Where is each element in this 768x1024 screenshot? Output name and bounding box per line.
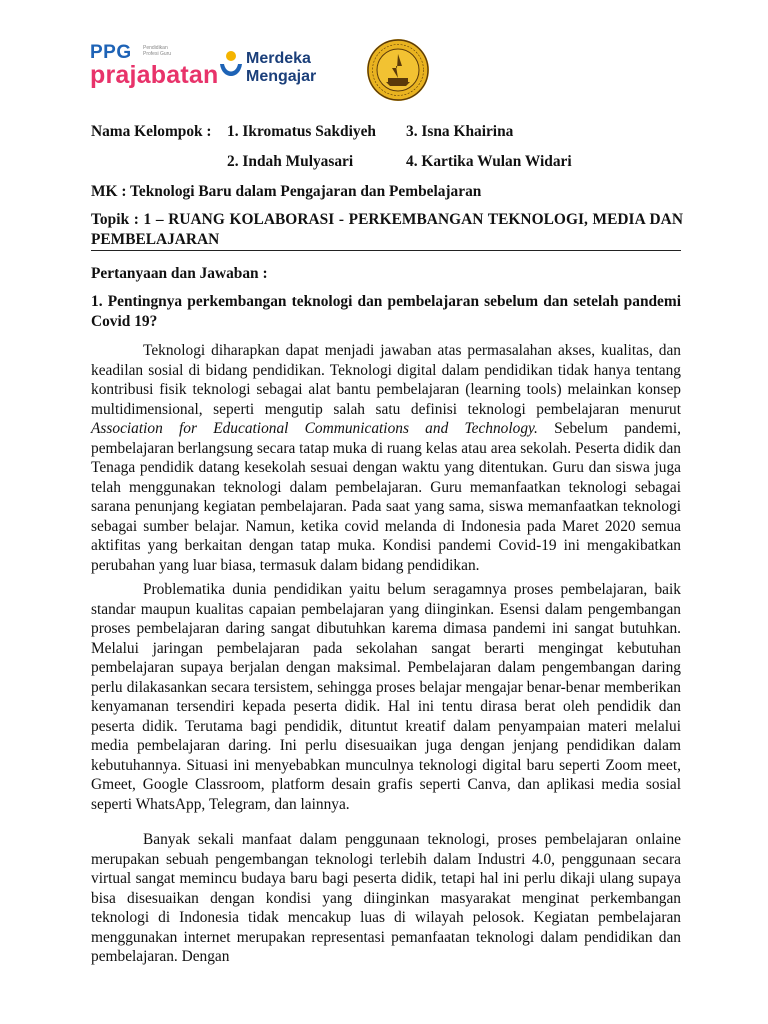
paragraph-1-text-a: Teknologi diharapkan dapat menjadi jawaban atas permasalahan akses, kualitas, dan keadilan sosial di bidang pendidikan. Teknologi digital dalam pendidikan tidak hanya tentang kontribusi fisik teknologi sebagai alat bantu pembelajaran (learning tools) melainkan konsep multidimensional, seperti mengutip salah satu definisi teknologi pembelajaran menurut xyxy=(91,342,681,418)
answer-paragraph-1 xyxy=(91,341,681,575)
ppg-prajabatan-logo xyxy=(90,42,220,102)
university-seal-icon xyxy=(366,38,430,102)
topic-line-2: PEMBELAJARAN xyxy=(91,231,220,248)
answer-paragraph-3 xyxy=(91,830,681,967)
member-2: 2. Indah Mulyasari xyxy=(227,153,354,170)
header-divider xyxy=(91,250,681,251)
member-4: 4. Kartika Wulan Widari xyxy=(406,153,572,170)
group-label: Nama Kelompok : xyxy=(91,123,212,140)
ppg-logo-subtitle: Pendidikan Profesi Guru xyxy=(143,45,172,57)
member-1: 1. Ikromatus Sakdiyeh xyxy=(227,123,376,140)
qa-section-title: Pertanyaan dan Jawaban : xyxy=(91,265,268,282)
ppg-logo-main: prajabatan xyxy=(90,61,219,89)
paragraph-1-text-b: Sebelum pandemi, pembelajaran berlangsung secara tatap muka di ruang kelas atau area sekolah. Peserta didik dan Tenaga pendidik datang kesekolah sesuai dengan waktu yang ditentukan. Guru dan siswa juga telah menggunakan teknologi dalam pembelajaran. Guru memanfaatkan teknologi sebagai sarana penunjang kegiatan pembelajaran. Pada saat yang sama, siswa memanfaatkan teknologi sebagai sumber belajar. Namun, ketika covid melanda di Indonesia pada Maret 2020 semua aktifitas yang berkaitan dengan tatap muka. Kondisi pandemi Covid-19 ini mengakibatkan perubahan yang luar biasa, termasuk dalam bidang pendidikan. xyxy=(91,420,682,574)
paragraph-2-text: Problematika dunia pendidikan yaitu belum seragamnya proses pembelajaran, baik standar maupun kualitas capaian pembelajaran yang diinginkan. Esensi dalam pengembangan proses pembelajaran daring sangat dibutuhkan karema dimasa pandemi ini sangat butuhkan. Melalui jaringan pembelajaran pada sekolahan sangat berarti mengingat kebutuhan pembelajaran supaya berjalan dengan maksimal. Pembelajaran dalam pengembangan daring perlu dilakasankan secara tersistem, sehingga proses belajar mengajar benar-benar memberikan kenyamanan tersendiri kepada peserta didik. Hal ini tentu dirasa berat oleh pendidik dan peserta didik. Terutama bagi pendidik, dituntut kreatif dalam penyampaian materi melalui media pembelajaran daring. Ini perlu disesuaikan juga dengan jenjang pendidikan dalam kebutuhannya. Situasi ini menyebabkan munculnya teknologi digital baru seperti Zoom meet, Gmeet, Google Classroom, platform desain grafis seperti Canva, dan aplikasi media sosial seperti WhatsApp, Telegram, dan lainnya. xyxy=(91,581,681,813)
ppg-logo-top: PPG xyxy=(90,42,132,63)
merdeka-mengajar-icon xyxy=(218,50,244,90)
merdeka-mengajar-logo xyxy=(218,46,358,102)
paragraph-3-text: Banyak sekali manfaat dalam penggunaan teknologi, proses pembelajaran onlaine merupakan sebuah pengembangan teknologi terlebih dalam Industri 4.0, penggunaan secara virtual sangat memincu budaya baru bagi peserta didik, tetapi hal ini perlu dikaji ulang supaya bisa disesuaikan dengan kondisi yang diinginkan masyarakat menginat perkembangan teknologi di Indonesia tidak mencakup luas di wilayah pelosok. Kegiatan pembelajaran menggunakan internet merupakan representasi pemanfaatan teknologi dalam pendidikan dan pembelajaran. Dengan xyxy=(91,831,681,965)
mm-logo-line2: Mengajar xyxy=(246,68,317,85)
paragraph-1-italic: Association for Educational Communications and Technology. xyxy=(91,420,538,437)
answer-paragraph-2 xyxy=(91,580,681,814)
mm-logo-line1: Merdeka xyxy=(246,50,311,67)
member-3: 3. Isna Khairina xyxy=(406,123,514,140)
course-title: MK : Teknologi Baru dalam Pengajaran dan Pembelajaran xyxy=(91,183,482,200)
topic-line-1: Topik : 1 – RUANG KOLABORASI - PERKEMBANGAN TEKNOLOGI, MEDIA DAN xyxy=(91,211,683,228)
question-1: 1. Pentingnya perkembangan teknologi dan pembelajaran sebelum dan setelah pandemi Covid 19? xyxy=(91,293,681,330)
